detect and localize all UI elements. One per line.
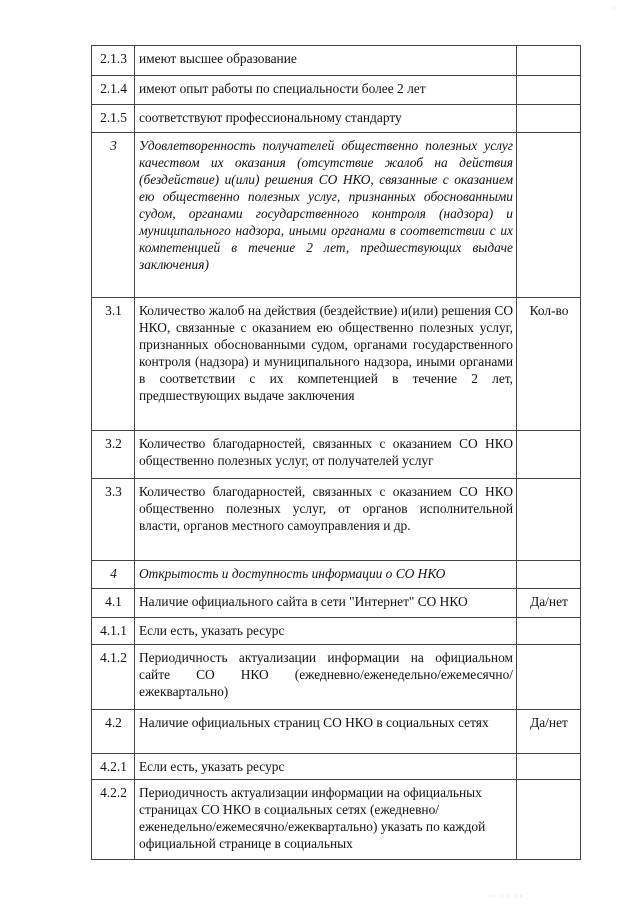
- table-row: [92, 133, 581, 298]
- row-text: Наличие официальных страниц СО НКО в социальных сетях: [135, 710, 517, 754]
- row-unit: [517, 431, 581, 479]
- row-unit: Кол-во: [517, 298, 581, 431]
- row-unit: [517, 46, 581, 76]
- scan-mark: ·· ·· ··: [488, 892, 525, 901]
- table-row: [92, 298, 581, 431]
- row-number: 2.1.5: [92, 105, 135, 133]
- table-row: [92, 479, 581, 561]
- table-row: [92, 76, 581, 105]
- row-number: 4.1: [92, 589, 135, 618]
- criteria-table: [91, 45, 581, 860]
- row-text: имеют высшее образование: [135, 46, 517, 76]
- table-row: [92, 431, 581, 479]
- table-row: [92, 561, 581, 589]
- row-text: Периодичность актуализации информации на официальном сайте СО НКО (ежедневно/еженедельно/ежемесячно/ежеквартально): [135, 645, 517, 710]
- table-row: [92, 780, 581, 860]
- row-number: 2.1.3: [92, 46, 135, 76]
- row-number: 4.2: [92, 710, 135, 754]
- row-number: 3: [92, 133, 135, 298]
- row-text: Наличие официального сайта в сети "Интернет" СО НКО: [135, 589, 517, 618]
- row-unit: [517, 754, 581, 780]
- row-number: 3.3: [92, 479, 135, 561]
- row-text: Если есть, указать ресурс: [135, 754, 517, 780]
- row-unit: [517, 105, 581, 133]
- row-unit: [517, 133, 581, 298]
- row-unit: [517, 618, 581, 645]
- scan-mark: ·: [613, 4, 616, 13]
- row-number: 4.2.2: [92, 780, 135, 860]
- row-unit: [517, 479, 581, 561]
- row-number: 2.1.4: [92, 76, 135, 105]
- row-text: Количество жалоб на действия (бездействие) и(или) решения СО НКО, связанные с оказанием ею общественно полезных услуг, признанных обоснованными судом, органами государственного контроля (надзора) и муниципального надзора, иными органами в соответствии с их компетенцией в течение 2 лет, предшествующих выдаче заключения: [135, 298, 517, 431]
- row-text: Удовлетворенность получателей общественно полезных услуг качеством их оказания (отсутствие жалоб на действия (бездействие) и(или) решения СО НКО, связанные с оказанием ею общественно полезных услуг, признанных обоснованными судом, органами государственного контроля (надзора) и муниципального надзора, иными органами в соответствии с их компетенцией в течение 2 лет, предшествующих выдаче заключения): [135, 133, 517, 298]
- row-text: соответствуют профессиональному стандарту: [135, 105, 517, 133]
- row-unit: [517, 645, 581, 710]
- row-number: 4.1.2: [92, 645, 135, 710]
- row-unit: [517, 76, 581, 105]
- row-text: Если есть, указать ресурс: [135, 618, 517, 645]
- table-row: [92, 618, 581, 645]
- table-row: [92, 105, 581, 133]
- row-text: Периодичность актуализации информации на официальных страницах СО НКО в социальных сетях (ежедневно/еженедельно/ежемесячно/ежеквартально) указать по каждой официальной странице в социальных: [135, 780, 517, 860]
- row-text: Открытость и доступность информации о СО НКО: [135, 561, 517, 589]
- row-unit: [517, 780, 581, 860]
- table-row: [92, 645, 581, 710]
- row-number: 3.1: [92, 298, 135, 431]
- row-number: 4.1.1: [92, 618, 135, 645]
- table-row: [92, 46, 581, 76]
- row-unit: Да/нет: [517, 589, 581, 618]
- row-text: Количество благодарностей, связанных с оказанием СО НКО общественно полезных услуг, от получателей услуг: [135, 431, 517, 479]
- table-row: [92, 754, 581, 780]
- row-unit: [517, 561, 581, 589]
- row-number: 4.2.1: [92, 754, 135, 780]
- row-text: имеют опыт работы по специальности более 2 лет: [135, 76, 517, 105]
- table-row: [92, 589, 581, 618]
- table-row: [92, 710, 581, 754]
- row-unit: Да/нет: [517, 710, 581, 754]
- row-text: Количество благодарностей, связанных с оказанием СО НКО общественно полезных услуг, от органов исполнительной власти, органов местного самоуправления и др.: [135, 479, 517, 561]
- row-number: 4: [92, 561, 135, 589]
- row-number: 3.2: [92, 431, 135, 479]
